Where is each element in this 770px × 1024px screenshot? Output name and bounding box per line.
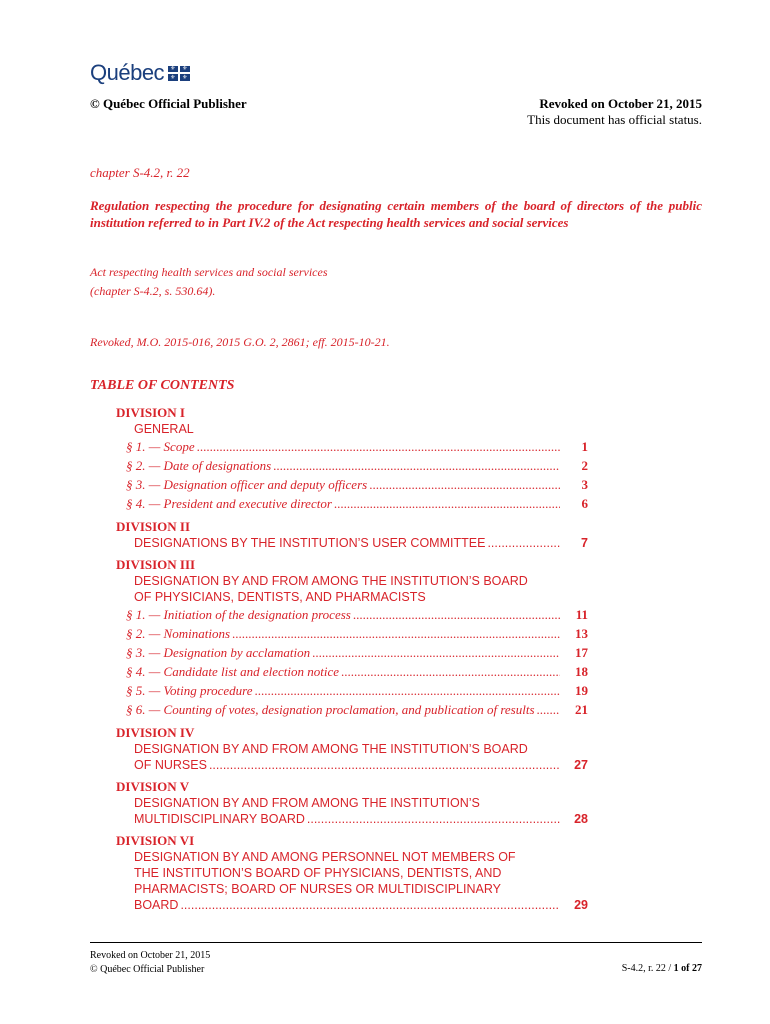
toc-entry-label: § 5. — Voting procedure [126,683,253,698]
division-2-entry[interactable] [116,535,588,551]
division-3-name-line[interactable]: OF PHYSICIANS, DENTISTS, AND PHARMACISTS [134,590,426,604]
toc-entry-page: 13 [575,626,588,641]
toc-entry-page: 19 [575,683,588,698]
toc-entry[interactable] [116,662,588,681]
toc-entry-page: 28 [574,812,588,826]
toc-entry[interactable] [116,643,588,662]
division-1-name[interactable]: GENERAL [134,422,194,436]
document-status [527,96,702,128]
toc-entry[interactable] [116,624,588,643]
division-4-name-line[interactable]: DESIGNATION BY AND FROM AMONG THE INSTITUTION’S BOARD [134,742,528,756]
toc-entry-page: 3 [581,477,588,492]
toc-entry-page: 21 [575,702,588,717]
toc-entry[interactable] [116,494,588,513]
division-3-name-line[interactable]: DESIGNATION BY AND FROM AMONG THE INSTITUTION’S BOARD [134,574,528,588]
division-4-heading[interactable]: DIVISION IV [116,725,195,740]
logo-text: Québec [90,60,165,85]
division-4-name-line: OF NURSES [134,758,207,772]
toc-entry-page: 6 [581,496,588,511]
act-name[interactable]: Act respecting health services and social services [90,265,328,279]
division-5-name-line: MULTIDISCIPLINARY BOARD [134,812,305,826]
footer-left [90,949,210,977]
toc-entry-page: 1 [581,439,588,454]
division-6-name-line: BOARD [134,898,179,912]
chapter-reference: chapter S-4.2, r. 22 [90,165,190,180]
toc-entry[interactable] [116,456,588,475]
official-status-note: This document has official status. [527,112,702,127]
division-2-name: DESIGNATIONS BY THE INSTITUTION’S USER COMMITTEE [134,536,486,550]
quebec-fleurdelise-flag-icon: ⚜ ⚜ ⚜ ⚜ [168,66,190,81]
quebec-logo [90,60,190,86]
regulation-title[interactable]: Regulation respecting the procedure for designating certain members of the board of directors of the public institution referred to in Part IV.2 of the Act respecting health services and social services [90,198,702,230]
toc-entry[interactable] [116,437,588,456]
toc-entry-label: § 1. — Scope [126,439,195,454]
table-of-contents [116,405,588,913]
division-6-heading[interactable]: DIVISION VI [116,833,195,848]
division-5-entry[interactable] [116,811,588,827]
toc-entry-page: 27 [574,758,588,772]
toc-entry-label: § 2. — Nominations [126,626,231,641]
toc-entry-label: § 4. — Candidate list and election notice [126,664,340,679]
toc-title: TABLE OF CONTENTS [90,378,235,393]
footer-page-reference [622,963,702,974]
footer-publisher: © Québec Official Publisher [90,964,205,975]
toc-entry-page: 29 [574,898,588,912]
page-number: 1 of 27 [673,963,702,974]
toc-entry[interactable] [116,700,588,719]
division-5-heading[interactable]: DIVISION V [116,779,190,794]
division-1-heading[interactable]: DIVISION I [116,405,185,420]
division-6-name-line[interactable]: THE INSTITUTION’S BOARD OF PHYSICIANS, DENTISTS, AND [134,866,502,880]
footer-chapter-ref: S-4.2, r. 22 / [621,963,674,974]
toc-entry-label: § 3. — Designation by acclamation [126,645,311,660]
toc-entry[interactable] [116,475,588,494]
toc-entry-label: § 4. — President and executive director [126,496,332,511]
division-3-heading[interactable]: DIVISION III [116,557,196,572]
toc-entry-page: 2 [581,458,588,473]
toc-entry-page: 17 [575,645,588,660]
toc-entry-label: § 3. — Designation officer and deputy officers [126,477,368,492]
toc-entry-label: § 6. — Counting of votes, designation proclamation, and publication of results [126,702,535,717]
toc-entry-page: 18 [575,664,588,679]
toc-entry-label: § 2. — Date of designations [126,458,272,473]
division-6-name-line[interactable]: PHARMACISTS; BOARD OF NURSES OR MULTIDISCIPLINARY [134,882,501,896]
toc-entry-page: 11 [575,607,588,622]
footer-divider [90,942,702,943]
toc-entry-page: 7 [581,536,588,550]
toc-entry[interactable] [116,605,588,624]
division-6-entry[interactable] [116,897,588,913]
enabling-act[interactable] [90,263,328,301]
revocation-note[interactable]: Revoked, M.O. 2015-016, 2015 G.O. 2, 2861; eff. 2015-10-21. [90,335,390,349]
division-2-heading[interactable]: DIVISION II [116,519,191,534]
division-6-name-line[interactable]: DESIGNATION BY AND AMONG PERSONNEL NOT MEMBERS OF [134,850,516,864]
revoked-date: Revoked on October 21, 2015 [539,96,702,111]
division-4-entry[interactable] [116,757,588,773]
toc-entry-label: § 1. — Initiation of the designation process [126,607,351,622]
act-section[interactable]: (chapter S-4.2, s. 530.64). [90,284,216,298]
division-5-name-line[interactable]: DESIGNATION BY AND FROM AMONG THE INSTITUTION’S [134,796,480,810]
publisher-label: © Québec Official Publisher [90,96,247,111]
toc-entry[interactable] [116,681,588,700]
footer-revoked-date: Revoked on October 21, 2015 [90,950,211,961]
